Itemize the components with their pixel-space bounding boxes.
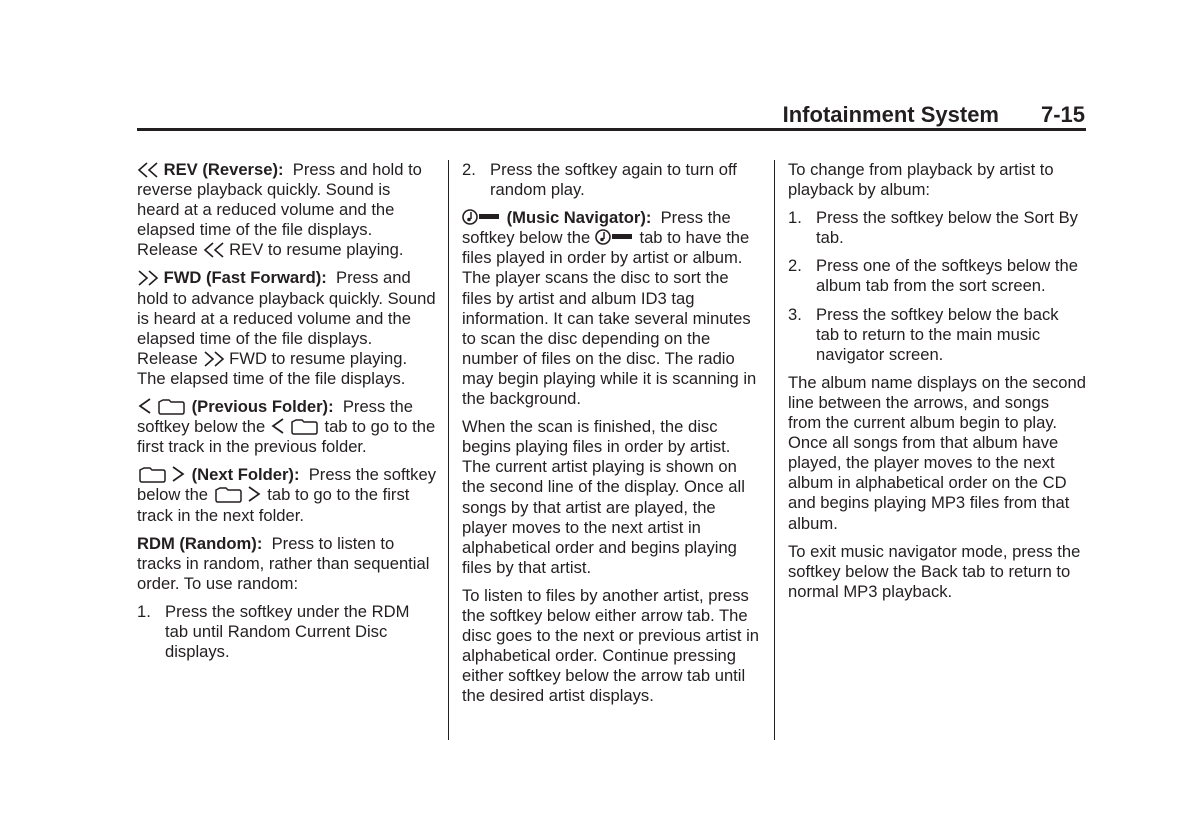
scan-finished-paragraph: When the scan is finished, the disc begins playing files in order by artist. The current artist playing is shown on the second line of the display. Once all songs by that artist are played, the player moves to the next artist in alphabetical order and begins playing files by that artist. <box>462 417 745 577</box>
list-item <box>137 602 437 662</box>
prev-folder-text: Press the softkey below the <box>137 397 413 437</box>
page-header <box>137 100 1085 131</box>
music-navigator-term: (Music Navigator): <box>506 208 652 228</box>
fwd-paragraph <box>137 268 437 389</box>
column-1 <box>137 160 437 670</box>
list-item <box>788 256 1086 296</box>
header-rule <box>137 128 1086 131</box>
album-intro-paragraph: To change from playback by artist to playback by album: <box>788 160 1054 200</box>
music-navigator-paragraph <box>462 208 762 409</box>
column-divider <box>774 160 775 740</box>
fwd-text-end: FWD to resume playing. The elapsed time of the file displays. <box>137 348 408 388</box>
step-text: Press the softkey below the back tab to return to the main music navigator screen. <box>816 304 1059 364</box>
next-folder-text: Press the softkey below the <box>137 465 436 505</box>
rev-release-label: Release <box>137 240 198 260</box>
music-navigator-text-end: tab to have the files played in order by artist or album. The player scans the disc to sort the files by artist and album ID3 tag information. It can take several minutes to scan the disc depending on the number of files on the disc. The radio may begin playing while it is scanning in the background. <box>462 228 757 409</box>
music-navigator-text: Press the softkey below the <box>462 208 731 248</box>
next-folder-paragraph <box>137 465 437 525</box>
column-3 <box>788 160 1086 610</box>
exit-navigator-paragraph: To exit music navigator mode, press the softkey below the Back tab to return to normal MP3 playback. <box>788 541 1081 601</box>
prev-folder-paragraph <box>137 397 437 457</box>
music-navigator-icon <box>595 228 635 246</box>
previous-folder-icon <box>270 417 320 435</box>
page-number: 7-15 <box>1040 102 1085 127</box>
list-item <box>788 208 1086 248</box>
reverse-double-arrow-icon <box>137 162 159 178</box>
album-name-paragraph: The album name displays on the second line between the arrows, and songs from the current album begin to play. Once all songs from that album have played, the player moves to the next album in alphabetical order on the CD and begins playing MP3 files from that album. <box>788 372 1086 533</box>
step-text: Press one of the softkeys below the album tab from the sort screen. <box>816 256 1078 296</box>
fwd-text: Press and hold to advance playback quickly. Sound is heard at a reduced volume and the elapsed time of the file displays. Release <box>137 268 436 368</box>
forward-double-arrow-icon <box>137 270 159 286</box>
rev-paragraph <box>137 160 437 260</box>
rdm-text: Press to listen to tracks in random, rather than sequential order. To use random: <box>137 533 430 593</box>
prev-folder-text-end: tab to go to the first track in the previous folder. <box>137 417 436 457</box>
previous-folder-icon <box>137 397 187 415</box>
next-folder-icon <box>213 485 263 503</box>
step-text: Press the softkey again to turn off random play. <box>490 160 737 200</box>
list-item <box>462 160 762 200</box>
next-folder-text-end: tab to go to the first track in the next folder. <box>137 485 410 525</box>
step-number: 3. <box>788 304 802 324</box>
rev-text: Press and hold to reverse playback quickly. Sound is heard at a reduced volume and the elapsed time of the file displays. <box>137 160 422 240</box>
rdm-term: RDM (Random): <box>137 533 263 553</box>
prev-folder-term: (Previous Folder): <box>191 397 334 417</box>
rev-release-text: REV to resume playing. <box>229 240 404 260</box>
column-2 <box>462 160 762 714</box>
step-number: 1. <box>137 601 151 621</box>
next-folder-icon <box>137 465 187 483</box>
forward-double-arrow-icon <box>203 351 225 367</box>
rev-term: REV (Reverse): <box>163 160 284 179</box>
column-divider <box>448 160 449 740</box>
fwd-term: FWD (Fast Forward): <box>163 268 327 288</box>
list-item <box>788 305 1086 365</box>
step-number: 2. <box>462 160 476 179</box>
next-folder-term: (Next Folder): <box>191 465 300 485</box>
reverse-double-arrow-icon <box>203 242 225 258</box>
rdm-paragraph <box>137 534 437 594</box>
another-artist-paragraph: To listen to files by another artist, press the softkey below either arrow tab. The disc goes to the next or previous artist in alphabetical order. Continue pressing either softkey below the arrow tab until the desired artist displays. <box>462 585 759 706</box>
step-text: Press the softkey below the Sort By tab. <box>816 208 1078 248</box>
section-title: Infotainment System <box>782 102 999 127</box>
step-text: Press the softkey under the RDM tab until Random Current Disc displays. <box>165 601 410 662</box>
step-number: 2. <box>788 256 802 276</box>
music-navigator-icon <box>462 208 502 226</box>
step-number: 1. <box>788 208 802 228</box>
